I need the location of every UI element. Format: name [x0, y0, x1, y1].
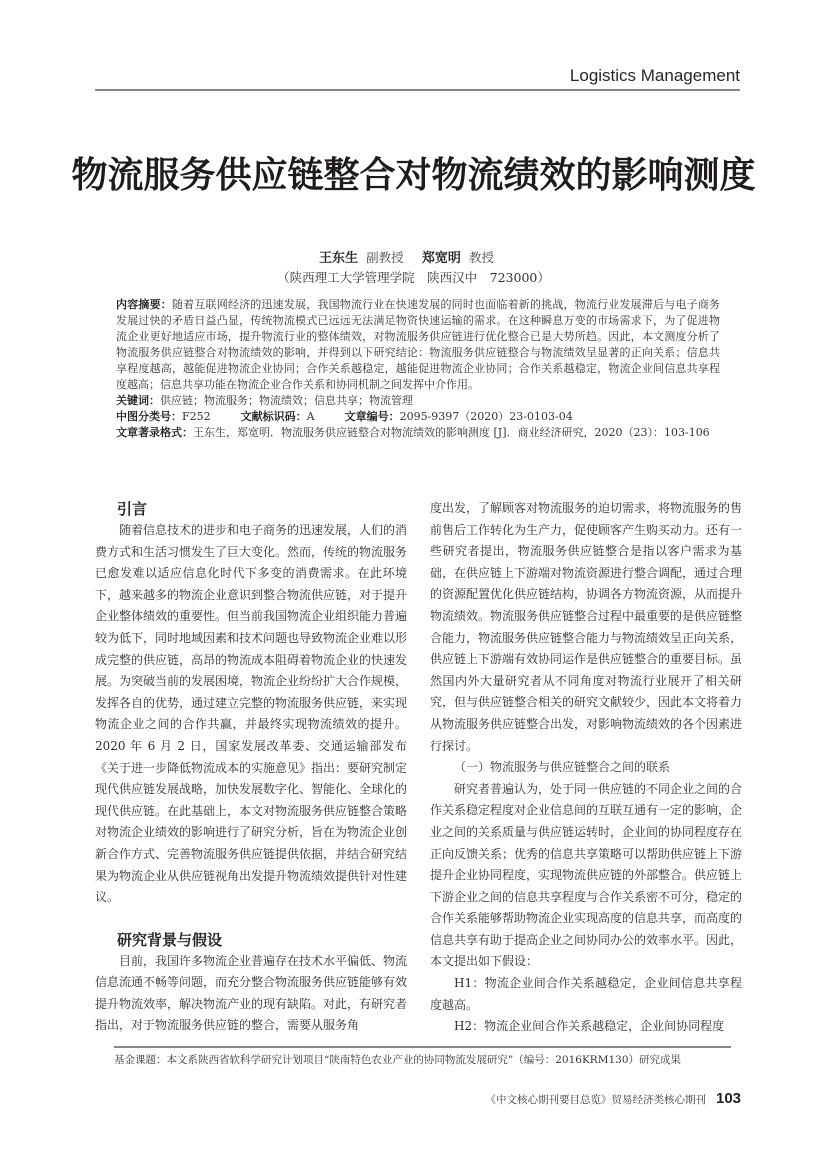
body-column-right: [430, 498, 742, 1038]
footnote-rule: [114, 1046, 731, 1048]
section-heading: 研究背景与假设: [117, 930, 223, 949]
author-name: 郑宽明: [421, 251, 461, 266]
footer-journal: 《中文核心期刊要目总览》贸易经济类核心期刊: [485, 1094, 706, 1106]
page-number: 103: [716, 1090, 742, 1107]
header-rule: [95, 89, 740, 91]
doc-code-label: 文献标识码：: [240, 410, 307, 423]
affiliation: （陕西理工大学管理学院 陕西汉中 723000）: [277, 270, 550, 285]
article-title: 物流服务供应链整合对物流绩效的影响测度: [71, 154, 756, 196]
subsection-heading: （一）物流服务与供应链整合之间的联系: [454, 760, 671, 775]
paragraph: 随着信息技术的进步和电子商务的迅速发展，人们的消费方式和生活习惯发生了巨大变化。然而，传统的物流服务已愈发难以适应信息化时代下多变的消费需求。在此环境下，越来越多的物流企业意识到整合物流供应链，对于提升企业整体绩效的重要性。但当前我国物流企业组织能力普遍较为低下，同时地域因素和技术问题也导致物流企业难以形成完整的供应链，高昂的物流成本阻碍着物流企业的快速发展。为突破当前的发展困境，物流企业纷纷扩大合作规模，发挥各自的优势，通过建立完整的物流服务供应链，来实现物流企业之间的合作共赢，并最终实现物流绩效的提升。2020 年 6 月 2 日，国家发展改革委、交通运输部发布《关于进一步降低物流成本的实施意见》指出：要研究制定现代供应链发展战略，加快发展数字化、智能化、全球化的现代供应链。在此基础上，本文对物流服务供应链整合策略对物流企业绩效的影响进行了研究分析，旨在为物流企业创新合作方式、完善物流服务供应链提供依据，并结合研究结果为物流企业从供应链视角出发提升物流绩效提供针对性建议。: [95, 523, 408, 905]
citation: 王东生，郑宽明．物流服务供应链整合对物流绩效的影响测度 [J]．商业经济研究，2020（23）：103-106: [193, 426, 710, 439]
citation-label: 文章著录格式：: [116, 426, 193, 439]
author-rank: 教授: [468, 250, 494, 265]
classification-row: [116, 409, 720, 425]
clc-value: F252: [182, 410, 211, 423]
funding-footnote: 基金课题：本文系陕西省软科学研究计划项目“陕南特色农业产业的协同物流发展研究”（编号：2016KRM130）研究成果: [114, 1054, 681, 1066]
doc-code-value: A: [306, 410, 315, 423]
paragraph: 目前，我国许多物流企业普遍存在技术水平偏低、物流信息流通不畅等问题，而充分整合物流服务供应链能够有效提升物流效率，解决物流产业的现有缺陷。对此，有研究者指出，对于物流服务供应链的整合，需要从服务角: [95, 953, 408, 1033]
body-column-left: [95, 498, 407, 1038]
abstract-block: [116, 297, 720, 485]
abstract-label: 内容摘要：: [116, 298, 172, 311]
paragraph: 研究者普遍认为，处于同一供应链的不同企业之间的合作关系稳定程度对企业信息间的互联互通有一定的影响，企业之间的关系质量与供应链运转时，企业间的协同程度存在正向反馈关系；优秀的信息共享策略可以帮助供应链上下游提升企业协同程度，实现物流供应链的外部整合。供应链上下游企业之间的信息共享程度与合作关系密不可分，稳定的合作关系能够帮助物流企业实现高度的信息共享，而高度的信息共享有助于提高企业之间协同办公的效率水平。因此，本文提出如下假设：: [430, 781, 743, 969]
keywords: 供应链；物流服务；物流绩效；信息共享；物流管理: [160, 394, 413, 407]
clc-label: 中图分类号：: [116, 410, 182, 423]
keywords-row: [116, 393, 720, 409]
hypothesis-h1: H1：物流企业间合作关系越稳定，企业间信息共享程度越高。: [430, 976, 742, 1012]
keywords-label: 关键词：: [116, 394, 160, 407]
paragraph: 度出发，了解顾客对物流服务的迫切需求，将物流服务的售前售后工作转化为生产力，促使顾客产生购买动力。还有一些研究者提出，物流服务供应链整合是指以客户需求为基础，在供应链上下游端对物流资源进行整合调配，通过合理的资源配置优化供应链结构，协调各方物流资源，从而提升物流绩效。物流服务供应链整合过程中最重要的是供应链整合能力，物流服务供应链整合能力与物流绩效呈正向关系，供应链上下游端有效协同运作是供应链整合的重要目标。虽然国内外大量研究者从不同角度对物流行业展开了相关研究，但与供应链整合相关的研究文献较少，因此本文将着力从物流服务供应链整合出发，对影响物流绩效的各个因素进行探讨。: [430, 501, 743, 753]
author-rank: 副教授: [366, 250, 404, 265]
abstract: [116, 297, 720, 393]
running-head: Logistics Management: [569, 66, 740, 85]
author-name: 王东生: [319, 251, 359, 266]
abstract-text: 随着互联网经济的迅速发展，我国物流行业在快速发展的同时也面临着新的挑战，物流行业发展滞后与电子商务发展过快的矛盾日益凸显，传统物流模式已远远无法满足物资快速运输的需求。在这种瞬息万变的市场需求下，为了促进物流企业更好地适应市场，提升物流行业的整体绩效，对物流服务供应链进行优化整合已是大势所趋。因此，本文测度分析了物流服务供应链整合对物流绩效的影响，并得到以下研究结论：物流服务供应链整合与物流绩效呈显著的正向关系；信息共享程度越高，越能促进物流企业协同；合作关系越稳定，越能促进物流企业协同；合作关系越稳定，物流企业间信息共享程度越高；信息共享功能在物流企业合作关系和协同机制之间发挥中介作用。: [116, 298, 721, 391]
article-no-label: 文章编号：: [344, 410, 400, 423]
article-no-value: 2095-9397（2020）23-0103-04: [399, 410, 573, 423]
hypothesis-h2: H2：物流企业间合作关系越稳定，企业间协同程度: [454, 1019, 725, 1034]
author-line: [0, 249, 827, 267]
citation-row: [116, 425, 720, 441]
section-heading: 引言: [117, 500, 148, 518]
